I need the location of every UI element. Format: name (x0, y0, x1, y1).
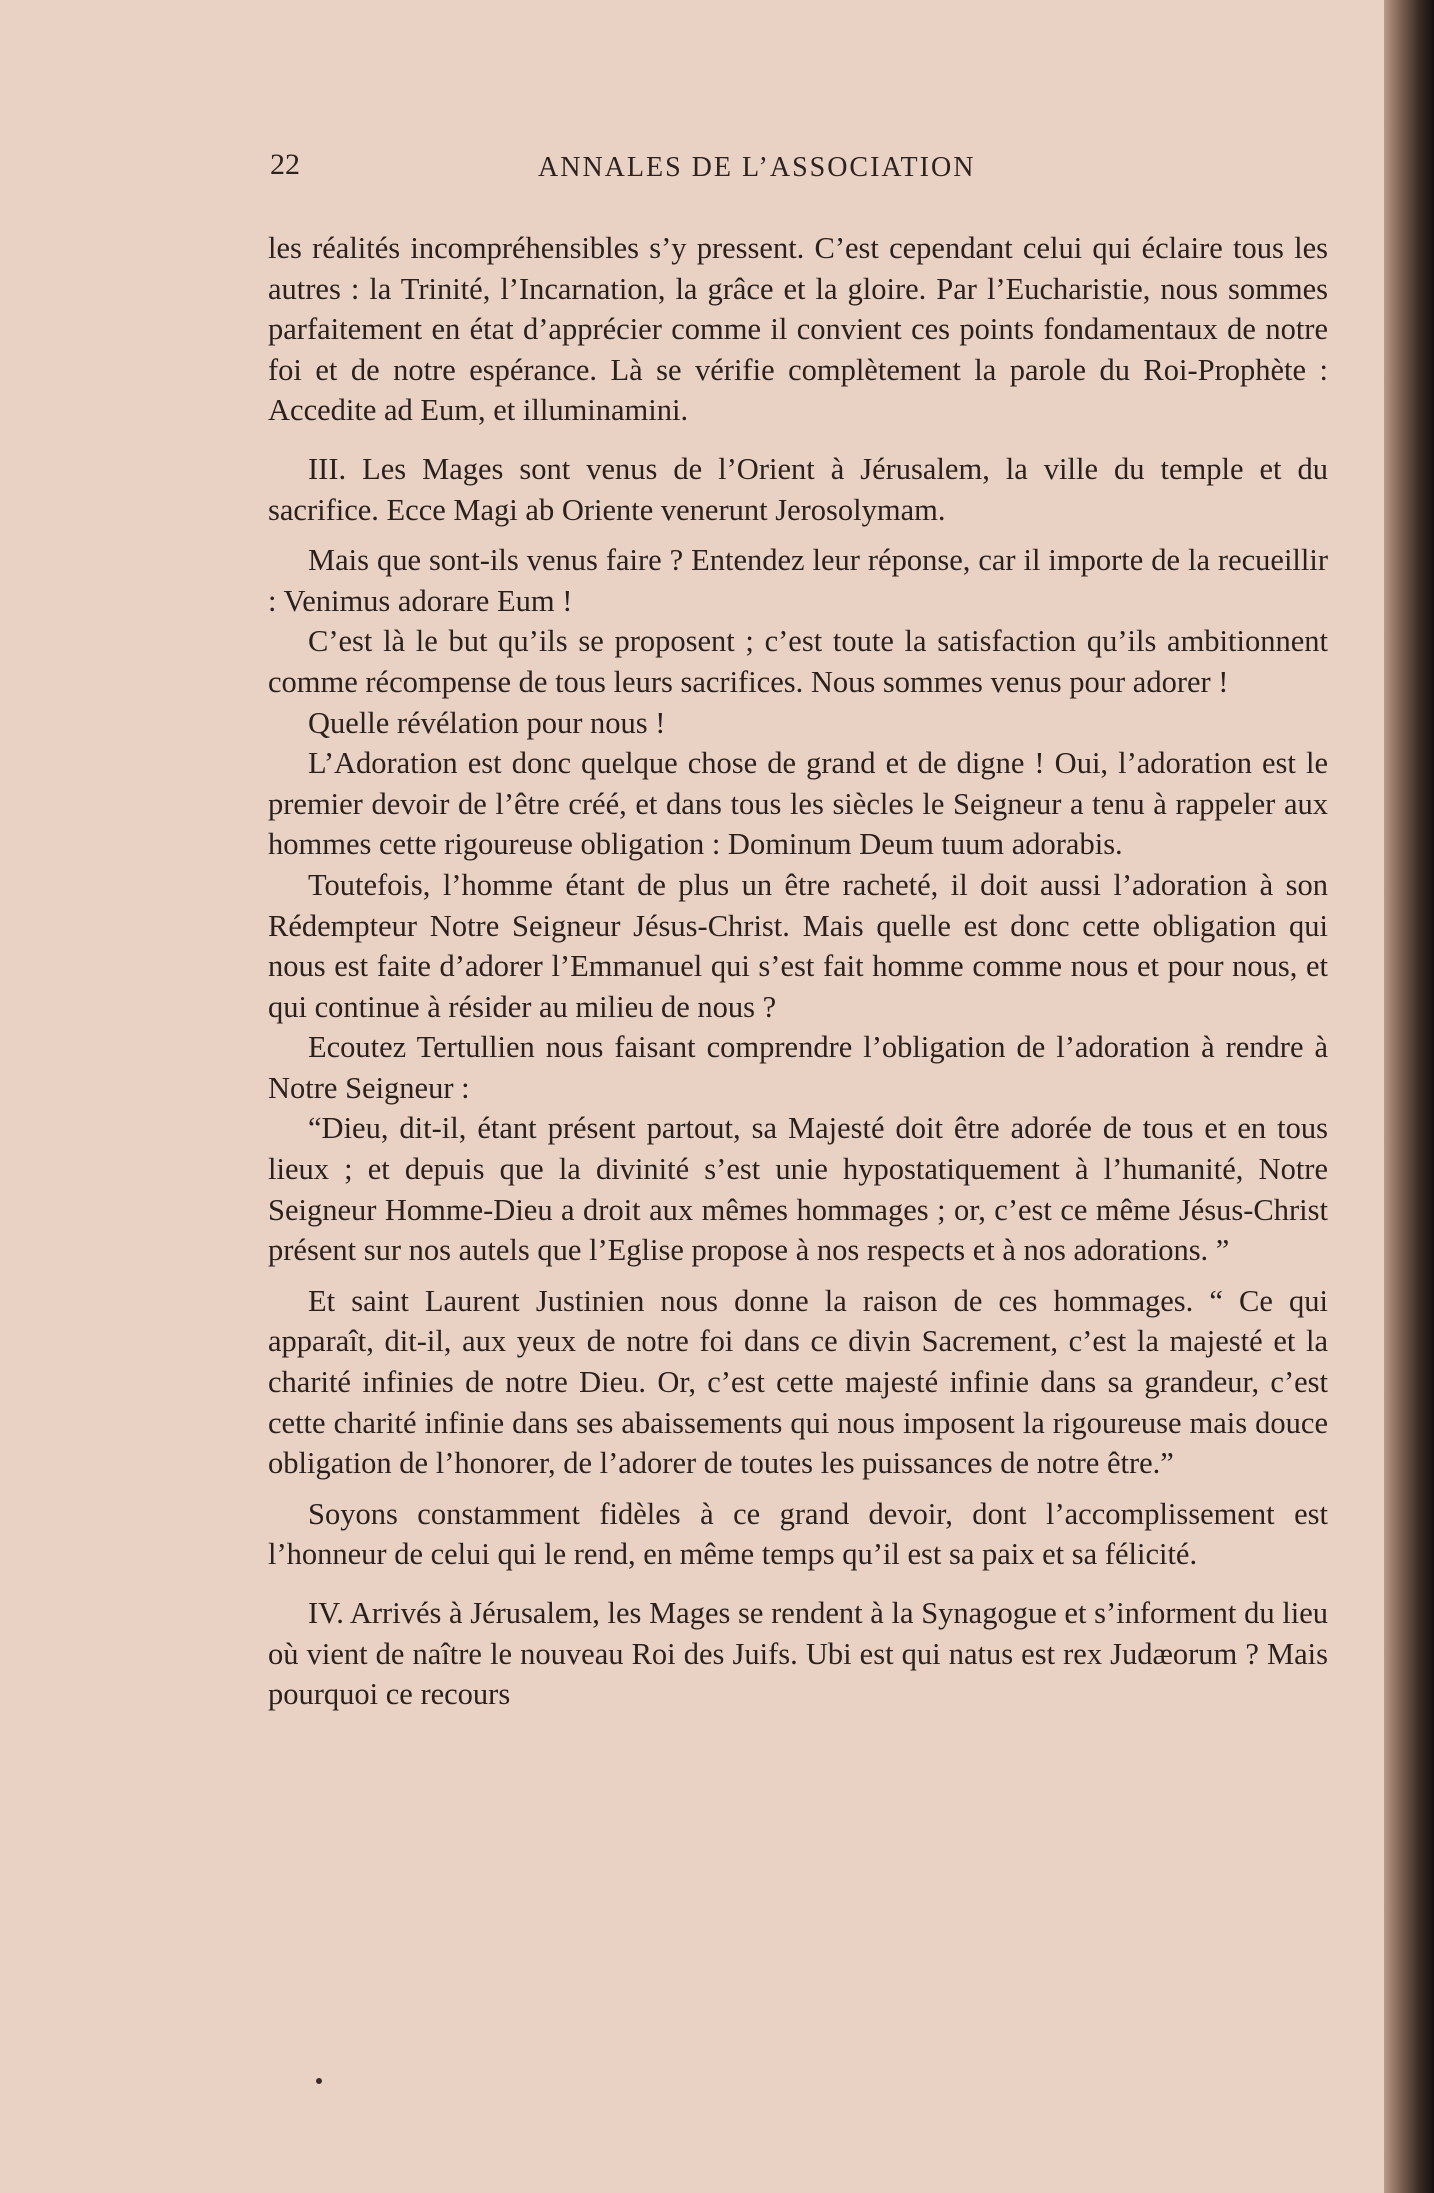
page-header (270, 148, 1345, 198)
page-edge-shadow (1384, 0, 1434, 2193)
paragraph: C’est là le but qu’ils se proposent ; c’est toute la satisfaction qu’ils ambitionnent comme récompense de tous leurs sacrifices. Nous sommes venus pour adorer ! (268, 624, 1328, 699)
paragraph: Quelle révélation pour nous ! (308, 705, 666, 740)
ink-speck (316, 2078, 322, 2084)
paragraph: Toutefois, l’homme étant de plus un être racheté, il doit aussi l’adoration à son Rédempteur Notre Seigneur Jésus-Christ. Mais quelle est donc cette obligation qui nous est faite d’adorer l’Emmanuel qui s’est fait homme comme nous et pour nous, et qui continue à résider au milieu de nous ? (268, 867, 1328, 1024)
paragraph: Ecoutez Tertullien nous faisant comprendre l’obligation de l’adoration à rendre à Notre Seigneur : (268, 1030, 1328, 1105)
paragraph: Et saint Laurent Justinien nous donne la raison de ces hommages. “ Ce qui apparaît, dit-il, aux yeux de notre foi dans ce divin Sacrement, c’est la majesté et la charité infinies de notre Dieu. Or, c’est cette majesté infinie dans sa grandeur, c’est cette charité infinie dans ses abaissements qui nous imposent la rigoureuse mais douce obligation de l’honorer, de l’adorer de toutes les puissances de notre être.” (268, 1283, 1328, 1481)
paragraph: L’Adoration est donc quelque chose de grand et de digne ! Oui, l’adoration est le premier devoir de l’être créé, et dans tous les siècles le Seigneur a tenu à rappeler aux hommes cette rigoureuse obligation : Dominum Deum tuum adorabis. (268, 746, 1328, 862)
page-number: 22 (270, 148, 300, 181)
body-text (268, 228, 1328, 1715)
paragraph: “Dieu, dit-il, étant présent partout, sa Majesté doit être adorée de tous et en tous lieux ; et depuis que la divinité s’est unie hypostatiquement à l’humanité, Notre Seigneur Homme-Dieu a droit aux mêmes hommages ; or, c’est ce même Jésus-Christ présent sur nos autels que l’Eglise propose à nos respects et à nos adorations. ” (268, 1111, 1328, 1268)
paragraph: Mais que sont-ils venus faire ? Entendez leur réponse, car il importe de la recueillir : Venimus adorare Eum ! (268, 543, 1328, 618)
paragraph: III. Les Mages sont venus de l’Orient à Jérusalem, la ville du temple et du sacrifice. Ecce Magi ab Oriente venerunt Jerosolymam. (268, 451, 1328, 527)
paragraph: Soyons constamment fidèles à ce grand devoir, dont l’accomplissement est l’honneur de celui qui le rend, en même temps qu’il est sa paix et sa félicité. (268, 1496, 1328, 1572)
running-head: ANNALES DE L’ASSOCIATION (538, 152, 976, 183)
paragraph: les réalités incompréhensibles s’y pressent. C’est cependant celui qui éclaire tous les autres : la Trinité, l’Incarnation, la grâce et la gloire. Par l’Eucharistie, nous sommes parfaitement en état d’apprécier comme il convient ces points fondamentaux de notre foi et de notre espérance. Là se vérifie complètement la parole du Roi-Prophète : Accedite ad Eum, et illuminamini. (268, 231, 1328, 428)
paragraph: IV. Arrivés à Jérusalem, les Mages se rendent à la Synagogue et s’informent du lieu où vient de naître le nouveau Roi des Juifs. Ubi est qui natus est rex Judæorum ? Mais pourquoi ce recours (268, 1596, 1328, 1712)
